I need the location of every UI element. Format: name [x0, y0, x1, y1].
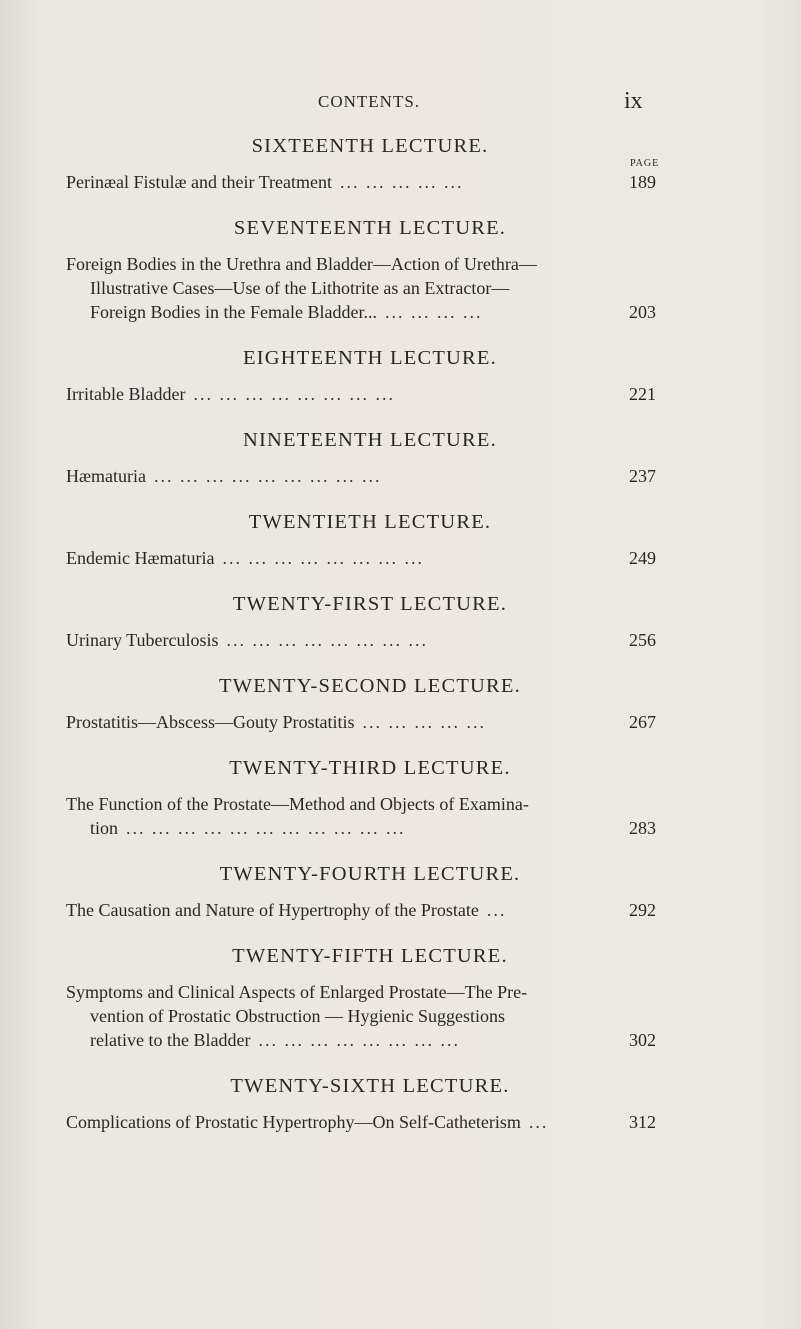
entry-page-number: 189 [629, 172, 656, 192]
lecture-heading: TWENTY-SECOND LECTURE. [219, 675, 521, 697]
lecture-section [0, 132, 801, 194]
contents-entry [66, 382, 656, 406]
entry-text-line: Endemic Hæmaturia [66, 548, 215, 568]
entry-text-line: Foreign Bodies in the Urethra and Bladder—Action of Urethra— [66, 254, 537, 274]
lecture-section [0, 508, 801, 570]
contents-entry [66, 252, 656, 324]
lecture-section [0, 754, 801, 840]
dot-leader: ... ... ... ... ... ... ... ... [222, 548, 424, 568]
contents-entry [66, 628, 656, 652]
entry-last-line [66, 1028, 656, 1052]
contents-entry [66, 710, 656, 734]
entry-last-line [66, 170, 656, 194]
lecture-heading: SIXTEENTH LECTURE. [251, 135, 489, 157]
entry-page-number: 249 [629, 548, 656, 568]
contents-entry [66, 898, 656, 922]
lecture-section [0, 344, 801, 406]
entry-page-number: 283 [629, 818, 656, 838]
entry-page-number: 221 [629, 384, 656, 404]
entry-page-number: 302 [629, 1030, 656, 1050]
entry-last-line [66, 546, 656, 570]
entry-text-line: Irritable Bladder [66, 384, 186, 404]
entry-text-line: The Function of the Prostate—Method and Objects of Examina- [66, 794, 529, 814]
entry-page-number: 292 [629, 900, 656, 920]
entry-last-line [66, 1110, 656, 1134]
lecture-heading: EIGHTEENTH LECTURE. [243, 347, 497, 369]
entry-text-line: Foreign Bodies in the Female Bladder... [90, 302, 377, 322]
entry-last-line [66, 464, 656, 488]
contents-entry [66, 792, 656, 840]
entry-text-line: relative to the Bladder [90, 1030, 251, 1050]
lecture-section [0, 942, 801, 1052]
entry-last-line [66, 816, 656, 840]
dot-leader: ... [486, 900, 507, 920]
lecture-heading: TWENTY-FOURTH LECTURE. [219, 863, 521, 885]
lecture-section [0, 860, 801, 922]
dot-leader: ... ... ... ... ... ... ... ... ... ... ... [126, 818, 406, 838]
entry-page-number: 312 [629, 1112, 656, 1132]
entry-page-number: 256 [629, 630, 656, 650]
contents-list [0, 132, 801, 1154]
entry-text-line: The Causation and Nature of Hypertrophy of the Prostate [66, 900, 479, 920]
entry-last-line [66, 710, 656, 734]
entry-text-line: Illustrative Cases—Use of the Lithotrite as an Extractor— [90, 278, 510, 298]
lecture-heading: SEVENTEENTH LECTURE. [233, 217, 507, 239]
dot-leader: ... ... ... ... ... ... ... ... ... [153, 466, 382, 486]
contents-entry [66, 170, 656, 194]
dot-leader: ... ... ... ... ... [362, 712, 487, 732]
lecture-heading: TWENTY-FIFTH LECTURE. [232, 945, 508, 967]
entry-last-line [66, 382, 656, 406]
entry-text-line: Hæmaturia [66, 466, 146, 486]
dot-leader: ... ... ... ... ... ... ... ... [193, 384, 395, 404]
entry-text-line: tion [90, 818, 119, 838]
entry-text-line: Urinary Tuberculosis [66, 630, 219, 650]
entry-page-number: 267 [629, 712, 656, 732]
lecture-section [0, 214, 801, 324]
entry-text-line: vention of Prostatic Obstruction — Hygienic Suggestions [90, 1006, 505, 1026]
entry-last-line [66, 300, 656, 324]
lecture-section [0, 590, 801, 652]
dot-leader: ... ... ... ... [384, 302, 483, 322]
dot-leader: ... ... ... ... ... ... ... ... [258, 1030, 460, 1050]
entry-page-number: 203 [629, 302, 656, 322]
dot-leader: ... [528, 1112, 549, 1132]
lecture-heading: TWENTY-FIRST LECTURE. [232, 593, 508, 615]
lecture-section [0, 672, 801, 734]
entry-text-line: Perinæal Fistulæ and their Treatment [66, 172, 332, 192]
running-head [0, 88, 801, 122]
dot-leader: ... ... ... ... ... ... ... ... [226, 630, 428, 650]
lecture-heading: NINETEENTH LECTURE. [243, 429, 497, 451]
entry-text-line: Prostatitis—Abscess—Gouty Prostatitis [66, 712, 355, 732]
page-column-label: PAGE [630, 158, 660, 169]
lecture-section [0, 1072, 801, 1134]
lecture-section [0, 426, 801, 488]
entry-page-number: 237 [629, 466, 656, 486]
lecture-heading: TWENTY-THIRD LECTURE. [229, 757, 511, 779]
entry-text-line: Symptoms and Clinical Aspects of Enlarged Prostate—The Pre- [66, 982, 528, 1002]
entry-last-line [66, 628, 656, 652]
running-title: CONTENTS. [318, 92, 421, 111]
dot-leader: ... ... ... ... ... [340, 172, 464, 192]
page-number: ix [624, 88, 643, 114]
entry-text-line: Complications of Prostatic Hypertrophy—On Self-Catheterism [66, 1112, 521, 1132]
entry-last-line [66, 898, 656, 922]
contents-entry [66, 546, 656, 570]
contents-entry [66, 464, 656, 488]
contents-entry [66, 980, 656, 1052]
lecture-heading: TWENTIETH LECTURE. [248, 511, 492, 533]
lecture-heading: TWENTY-SIXTH LECTURE. [230, 1075, 510, 1097]
contents-entry [66, 1110, 656, 1134]
